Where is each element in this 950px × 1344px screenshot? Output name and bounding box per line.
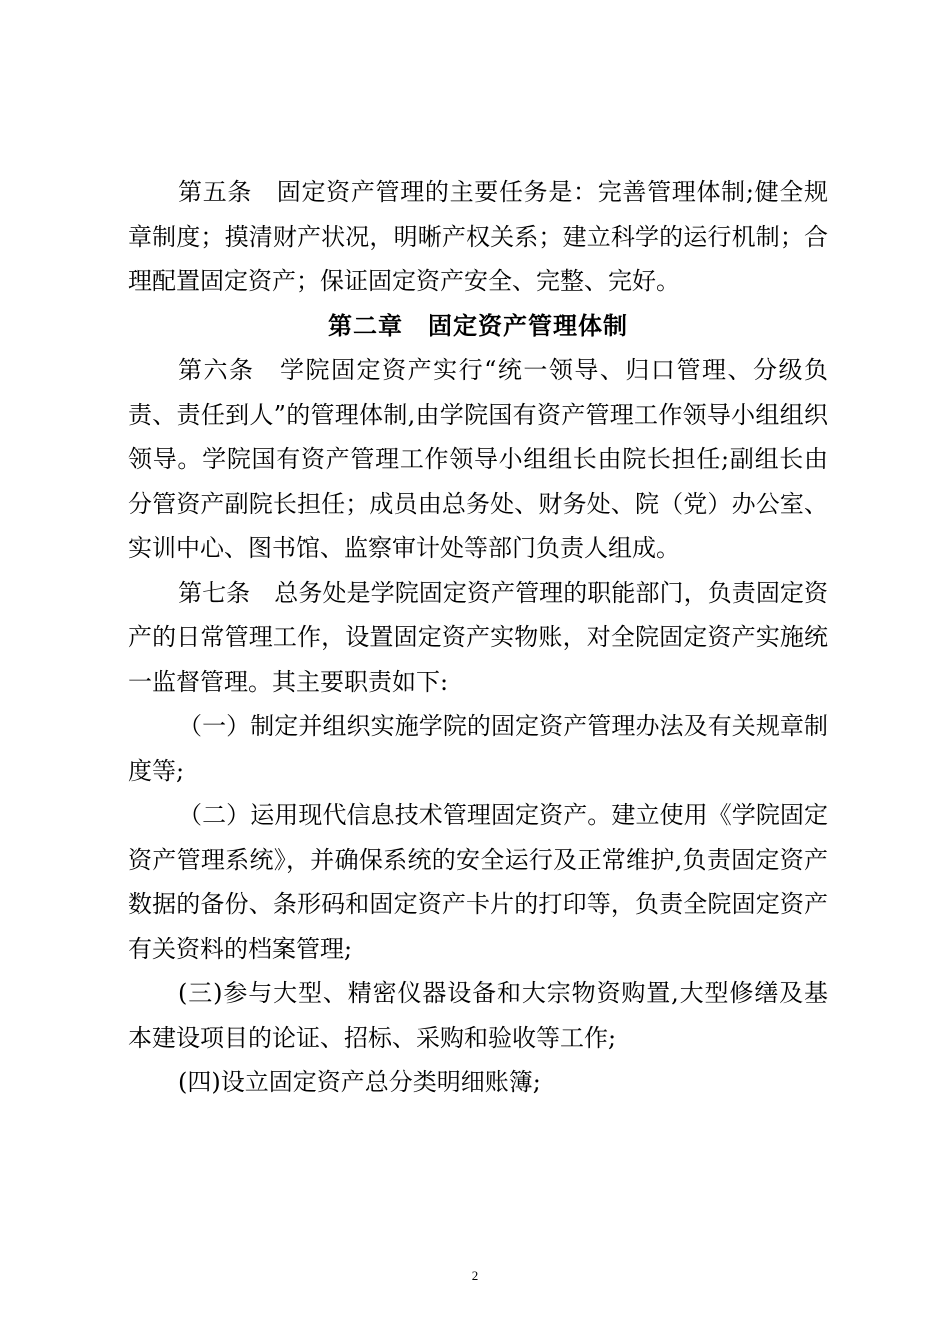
duty-item-2: （二）运用现代信息技术管理固定资产。建立使用《学院固定资产管理系统》，并确保系统的安全运行及正常维护,负责固定资产数据的备份、条形码和固定资产卡片的打印等，负责全院固定资产有关资料的档案管理; — [128, 801, 828, 963]
duty-item-3: (三)参与大型、精密仪器设备和大宗物资购置,大型修缮及基本建设项目的论证、招标、采购和验收等工作; — [128, 979, 828, 1052]
chapter-title: 第二章 固定资产管理体制 — [328, 311, 628, 340]
article-7-paragraph: 第七条 总务处是学院固定资产管理的职能部门，负责固定资产的日常管理工作，设置固定资产实物账，对全院固定资产实施统一监督管理。其主要职责如下: — [128, 578, 828, 696]
document-page — [128, 170, 828, 1105]
page-number: 2 — [471, 1268, 479, 1283]
duty-item-4: (四)设立固定资产总分类明细账簿; — [178, 1068, 541, 1096]
duty-item-1: （一）制定并组织实施学院的固定资产管理办法及有关规章制度等; — [128, 712, 828, 785]
article-5-paragraph: 第五条 固定资产管理的主要任务是：完善管理体制;健全规章制度；摸清财产状况，明晰产权关系；建立科学的运行机制；合理配置固定资产；保证固定资产安全、完整、完好。 — [128, 178, 828, 295]
article-6-paragraph: 第六条 学院固定资产实行“统一领导、归口管理、分级负责、责任到人”的管理体制,由学院国有资产管理工作领导小组组织领导。学院国有资产管理工作领导小组组长由院长担任;副组长由分管资产副院长担任；成员由总务处、财务处、院（党）办公室、实训中心、图书馆、监察审计处等部门负责人组成。 — [128, 356, 828, 562]
